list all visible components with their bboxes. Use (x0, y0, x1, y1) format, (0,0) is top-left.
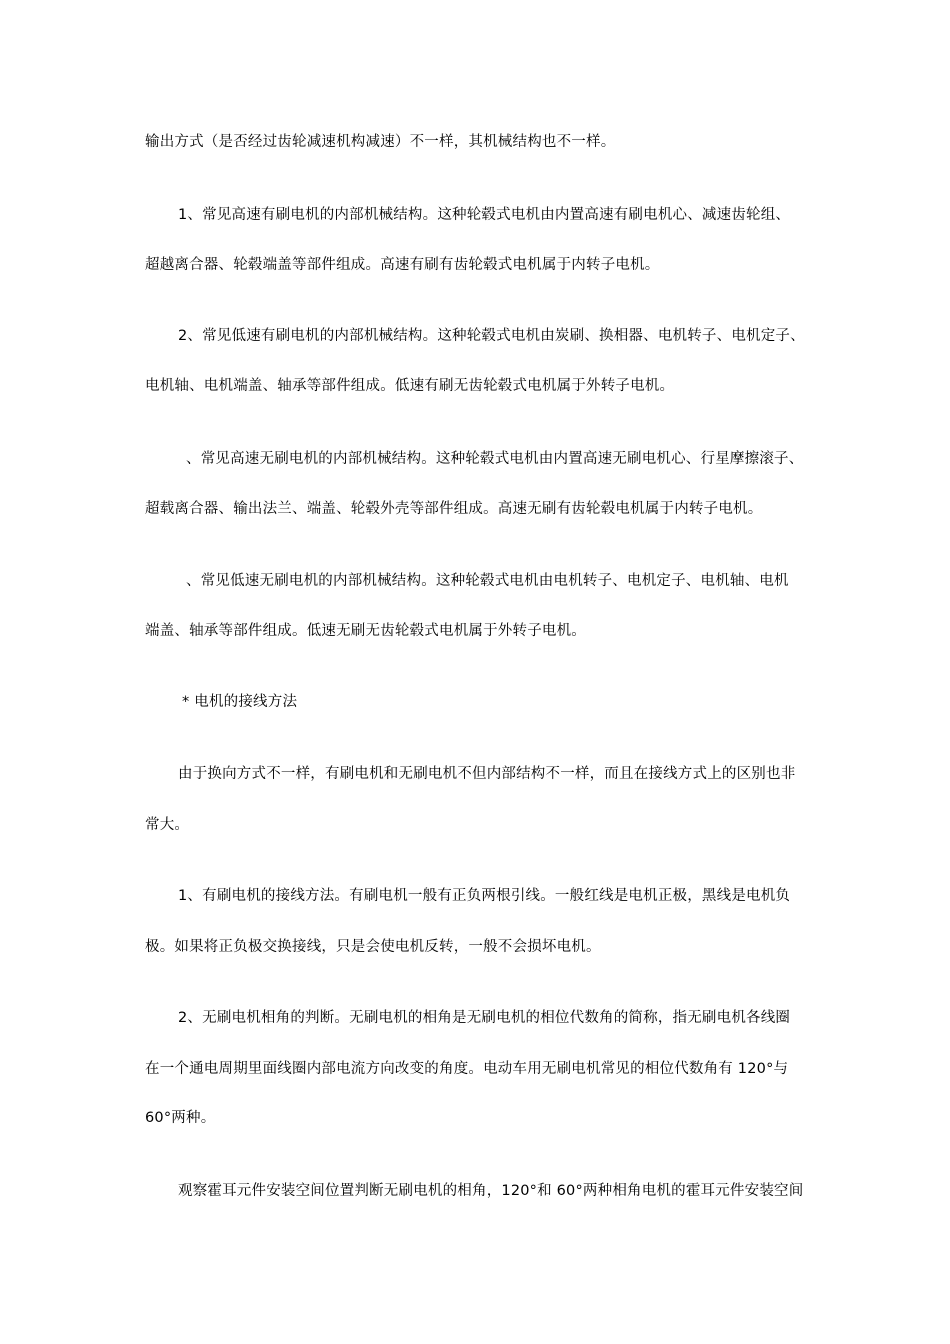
text-line: 输出方式（是否经过齿轮减速机构减速）不一样，其机械结构也不一样。 (145, 134, 616, 150)
section-heading: * 电机的接线方法 (182, 694, 298, 710)
text-line: 60°两种。 (145, 1110, 216, 1126)
text-line: 2、无刷电机相角的判断。无刷电机的相角是无刷电机的相位代数角的简称，指无刷电机各线圈 (178, 1010, 791, 1026)
text-line: 超越离合器、轮毂端盖等部件组成。高速有刷有齿轮毂式电机属于内转子电机。 (145, 257, 660, 273)
text-line: 2、常见低速有刷电机的内部机械结构。这种轮毂式电机由炭刷、换相器、电机转子、电机定子、 (178, 328, 805, 344)
text-line: 由于换向方式不一样，有刷电机和无刷电机不但内部结构不一样，而且在接线方式上的区别也非 (178, 766, 796, 782)
text-line: 1、有刷电机的接线方法。有刷电机一般有正负两根引线。一般红线是电机正极，黑线是电机负 (178, 888, 791, 904)
text-line: 、常见高速无刷电机的内部机械结构。这种轮毂式电机由内置高速无刷电机心、行星摩擦滚子、 (186, 451, 804, 467)
text-line: 电机轴、电机端盖、轴承等部件组成。低速有刷无齿轮毂式电机属于外转子电机。 (145, 378, 675, 394)
text-line: 超载离合器、输出法兰、端盖、轮毂外壳等部件组成。高速无刷有齿轮毂电机属于内转子电机。 (145, 501, 763, 517)
text-line: 、常见低速无刷电机的内部机械结构。这种轮毂式电机由电机转子、电机定子、电机轴、电机 (186, 573, 789, 589)
text-line: 在一个通电周期里面线圈内部电流方向改变的角度。电动车用无刷电机常见的相位代数角有 120°与 (145, 1061, 789, 1077)
text-line: 观察霍耳元件安装空间位置判断无刷电机的相角，120°和 60°两种相角电机的霍耳元件安装空间 (178, 1183, 804, 1199)
text-line: 端盖、轴承等部件组成。低速无刷无齿轮毂式电机属于外转子电机。 (145, 623, 586, 639)
text-line: 极。如果将正负极交换接线，只是会使电机反转，一般不会损坏电机。 (145, 939, 601, 955)
text-line: 1、常见高速有刷电机的内部机械结构。这种轮毂式电机由内置高速有刷电机心、减速齿轮组、 (178, 207, 791, 223)
text-line: 常大。 (145, 817, 190, 833)
